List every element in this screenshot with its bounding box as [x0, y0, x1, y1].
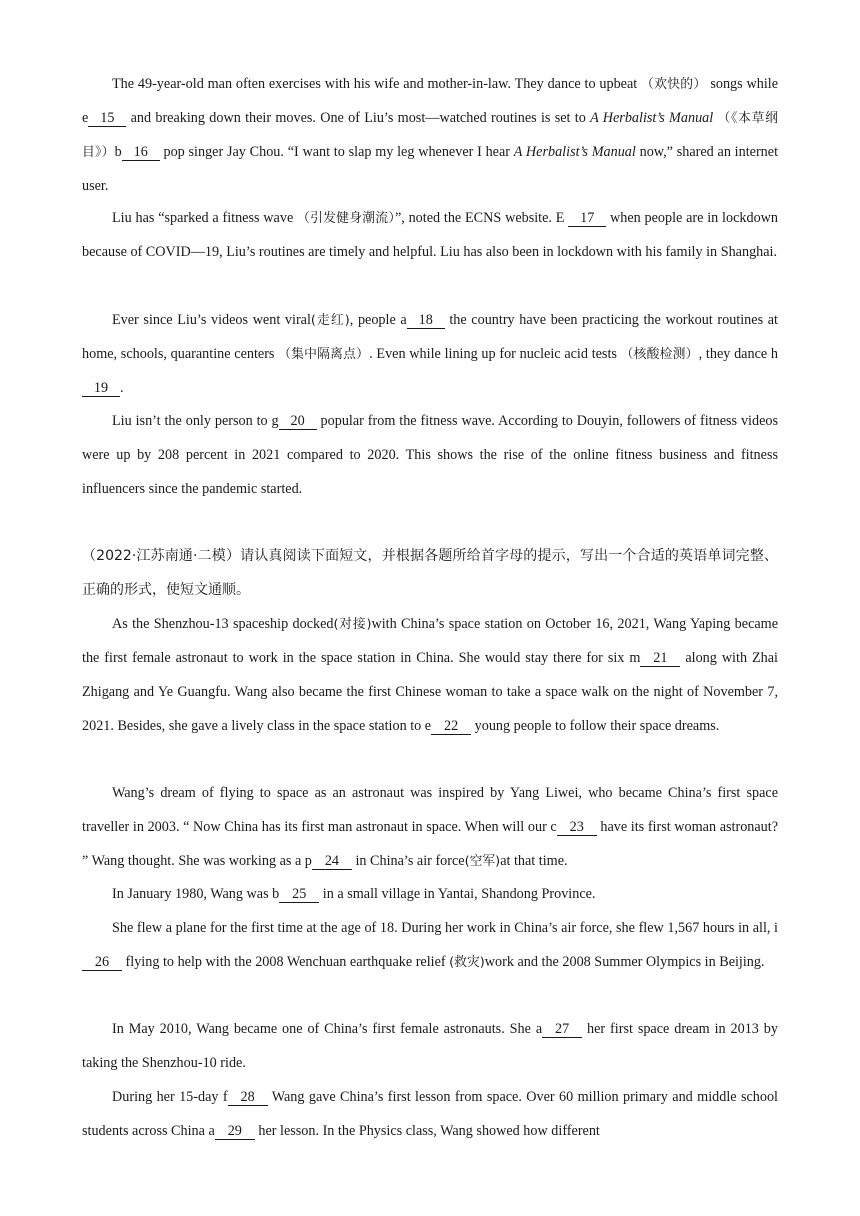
chinese-gloss: (走红) — [310, 313, 350, 328]
answer-blank-29[interactable]: 29 — [215, 1123, 255, 1140]
text: at that time. — [500, 852, 568, 869]
text: pop singer Jay Chou. “I want to slap my leg whenever I hear — [159, 143, 514, 160]
text: her lesson. In the Physics class, Wang showed how different — [254, 1122, 600, 1139]
answer-blank-28[interactable]: 28 — [228, 1089, 268, 1106]
text: Ever since Liu’s videos went viral — [112, 312, 311, 328]
text: ”, noted the ECNS website. E — [394, 210, 569, 226]
passage2-paragraph-3 — [82, 878, 778, 912]
text: In May 2010, Wang became one of China’s first female astronauts. She a — [112, 1021, 543, 1037]
chinese-gloss: (救灾) — [449, 954, 485, 970]
answer-blank-20[interactable]: 20 — [279, 413, 317, 430]
text: During her 15-day f — [112, 1089, 228, 1105]
chinese-gloss: （欢快的） — [641, 77, 707, 92]
text: young people to follow their space dreams. — [471, 717, 720, 734]
text: The 49-year-old man often exercises with his wife and mother-in-law. They dance to upbeat — [112, 76, 642, 92]
answer-blank-22[interactable]: 22 — [431, 718, 471, 735]
text: work and the 2008 Summer Olympics in Beijing. — [484, 953, 765, 970]
text: have its first woman astronaut? ” Wang thought. She was working as a p — [82, 818, 779, 869]
passage2-paragraph-4 — [82, 912, 778, 980]
chinese-gloss: （集中隔离点） — [278, 346, 370, 362]
answer-blank-26[interactable]: 26 — [82, 954, 122, 971]
chinese-gloss: （《本草纲目》） — [82, 110, 778, 160]
text: . Even while lining up for nucleic acid tests — [369, 345, 621, 362]
text: with China’s space station on October 16, 2021, Wang Yaping became the first female astronaut to work in the space station in China. She would stay there for six m — [82, 616, 778, 666]
passage1-paragraph-2 — [82, 202, 778, 270]
answer-blank-23[interactable]: 23 — [557, 819, 597, 836]
answer-blank-25[interactable]: 25 — [279, 886, 319, 903]
text: , people a — [349, 312, 407, 328]
text: Liu isn’t the only person to g — [112, 413, 279, 429]
text: her first space dream in 2013 by taking the Shenzhou-10 ride. — [82, 1021, 778, 1071]
answer-blank-19[interactable]: 19 — [82, 380, 120, 397]
chinese-gloss: (空军) — [464, 853, 501, 869]
text: along with Zhai Zhigang and Ye Guangfu. Wang also became the first Chinese woman to take a space walk on the night of November 7, 2021. Besides, she gave a lively class in the space station to e — [82, 649, 778, 734]
answer-blank-24[interactable]: 24 — [312, 853, 352, 870]
passage2-paragraph-1 — [82, 608, 778, 744]
text: Wang’s dream of flying to space as an astronaut was inspired by Yang Liwei, who became China’s first space traveller in 2003. “ Now China has its first man astronaut in space. When will our c — [82, 785, 778, 835]
text: popular from the fitness wave. According to Douyin, followers of fitness videos were up by 208 percent in 2021 compared to 2020. This shows the rise of the online fitness business and fitness influencers since the pandemic started. — [82, 413, 778, 497]
text: . — [120, 379, 124, 396]
chinese-gloss: （核酸检测） — [620, 346, 699, 362]
text: when people are in lockdown because of COVID—19, Liu’s routines are timely and helpful. Liu has also been in lockdown with his family in Shanghai. — [82, 210, 778, 260]
text: and breaking down their moves. One of Liu’s most—watched routines is set to — [126, 109, 591, 126]
text: b — [114, 143, 122, 160]
answer-blank-17[interactable]: 17 — [568, 210, 606, 227]
passage2-instruction: （2022·江苏南通·二模）请认真阅读下面短文，并根据各题所给首字母的提示，写出一个合适的英语单词完整、正确的形式，使短文通顺。 — [82, 548, 778, 598]
passage2-paragraph-6 — [82, 1081, 778, 1149]
text: She flew a plane for the first time at the age of 18. During her work in China’s air force, she flew 1,567 hours in all, i — [112, 920, 778, 936]
text: now,” shared an internet user. — [82, 143, 779, 194]
song-title: A Herbalist’s Manual — [590, 109, 714, 126]
text: flying to help with the 2008 Wenchuan earthquake relief — [122, 953, 450, 970]
answer-blank-18[interactable]: 18 — [407, 312, 445, 329]
text: As the Shenzhou-13 spaceship docked — [112, 616, 334, 632]
text: Wang gave China’s first lesson from space. Over 60 million primary and middle school students across China a — [82, 1089, 779, 1139]
passage2-paragraph-2 — [82, 777, 778, 879]
song-title: A Herbalist’s Manual — [513, 143, 636, 160]
passage1-paragraph-3 — [82, 304, 778, 406]
text: Liu has “sparked a fitness wave — [112, 210, 298, 226]
passage2-paragraph-5 — [82, 1013, 778, 1081]
answer-blank-21[interactable]: 21 — [640, 650, 680, 667]
text: In January 1980, Wang was b — [112, 886, 280, 902]
passage1-paragraph-4 — [82, 405, 778, 507]
text: in a small village in Yantai, Shandong Province. — [319, 886, 596, 902]
text: in China’s air force — [351, 852, 465, 869]
text: , they dance h — [698, 345, 778, 362]
text: songs while e — [82, 76, 779, 126]
answer-blank-16[interactable]: 16 — [122, 144, 160, 161]
text: the country have been practicing the workout routines at home, schools, quarantine centers — [82, 312, 778, 362]
passage1-paragraph-1 — [82, 68, 778, 204]
answer-blank-27[interactable]: 27 — [542, 1021, 582, 1038]
chinese-gloss: (对接) — [333, 617, 372, 632]
chinese-gloss: （引发健身潮流） — [297, 211, 395, 226]
answer-blank-15[interactable]: 15 — [88, 110, 126, 127]
